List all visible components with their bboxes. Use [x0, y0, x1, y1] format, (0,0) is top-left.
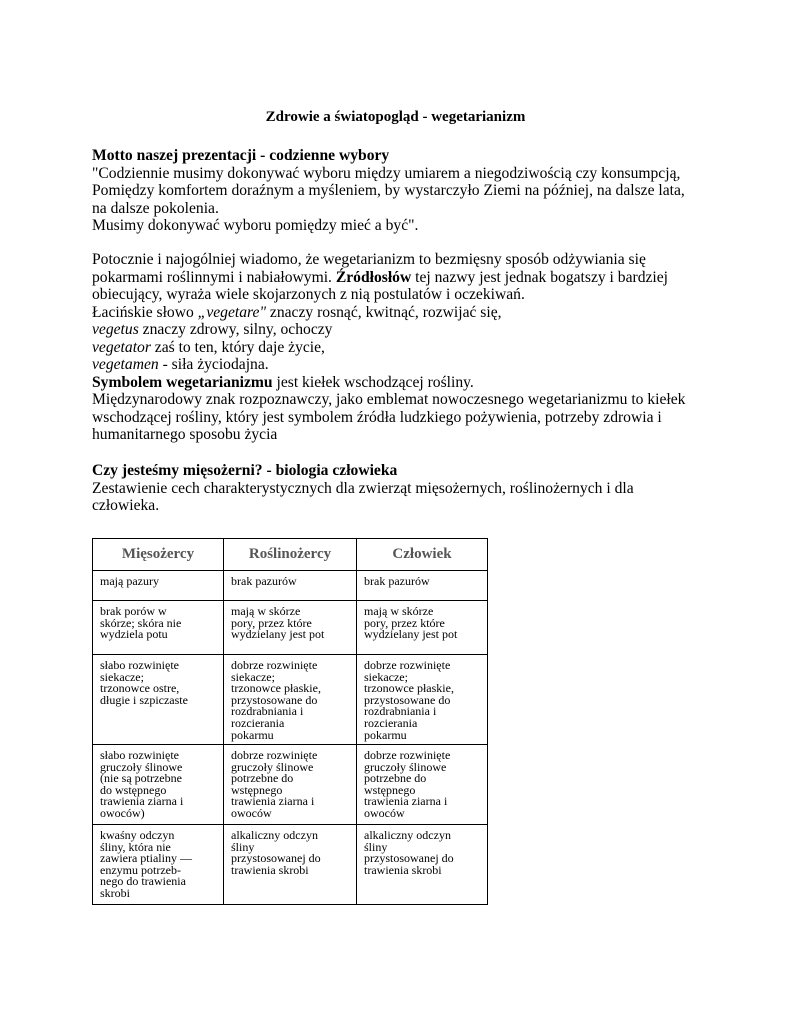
latin-text: Łacińskie słowo — [92, 303, 198, 321]
biology-section — [92, 462, 712, 515]
table-cell: słabo rozwinięte siekacze; trzonowce ostre, długie i szpiczaste — [93, 655, 224, 745]
table-cell: mają w skórze pory, przez które wydzielany jest pot — [224, 601, 357, 655]
table-cell: alkaliczny odczyn śliny przystosowanej do trawienia skrobi — [224, 825, 357, 905]
table-cell: dobrze rozwinięte gruczoły ślinowe potrzebne do wstępnego trawienia ziarna i owoców — [224, 745, 357, 825]
intro-line: wschodzącej rośliny, który jest symbolem źródła ludzkiego pożywienia, potrzeby zdrowia i — [92, 408, 662, 426]
table-cell: słabo rozwinięte gruczoły ślinowe (nie są potrzebne do wstępnego trawienia ziarna i owoców) — [93, 745, 224, 825]
latin-meaning: zaś to ten, który daje życie, — [150, 338, 325, 356]
biology-line: człowieka. — [92, 497, 160, 514]
table-cell: dobrze rozwinięte siekacze; trzonowce płaskie, przystosowane do rozdrabniania i rozcierania pokarmu — [224, 655, 357, 745]
table-row — [93, 571, 488, 601]
header-human: Człowiek — [357, 539, 488, 571]
latin-word: vegetus — [92, 321, 139, 338]
table-cell: brak pazurów — [224, 571, 357, 601]
latin-line — [92, 339, 712, 357]
intro-line: humanitarnego sposobu życia — [92, 426, 278, 443]
latin-meaning: - siła życiodajna. — [158, 356, 269, 373]
motto-line: Pomiędzy komfortem doraźnym a myśleniem, by wystarczyło Ziemi na później, na dalsze lata, — [92, 182, 685, 199]
table-cell: dobrze rozwinięte gruczoły ślinowe potrzebne do wstępnego trawienia ziarna i owoców — [357, 745, 488, 825]
latin-text: znaczy rosnąć, kwitnąć, rozwijać się, — [266, 303, 502, 321]
table-cell: alkaliczny odczyn śliny przystosowanej do trawienia skrobi — [357, 825, 488, 905]
intro-line: Potocznie i najogólniej wiadomo, że wegetarianizm to bezmięsny sposób odżywiania się — [92, 251, 646, 268]
table-cell: mają pazury — [93, 571, 224, 601]
comparison-table — [92, 538, 488, 905]
intro-line: obiecujący, wyraża wiele skojarzonych z nią postulatów i oczekiwań. — [92, 286, 525, 303]
intro-line — [92, 269, 712, 287]
motto-line: Musimy dokonywać wyboru pomiędzy mieć a być". — [92, 217, 419, 234]
header-carnivores: Mięsożercy — [93, 539, 224, 571]
intro-line: Międzynarodowy znak rozpoznawczy, jako emblemat nowoczesnego wegetarianizmu to kiełek — [92, 391, 686, 408]
table-cell: kwaśny odczyn śliny, która nie zawiera ptialiny — enzymu potrzeb- nego do trawienia skrobi — [93, 825, 224, 905]
biology-heading: Czy jesteśmy mięsożerni? - biologia człowieka — [92, 462, 398, 479]
symbol-text: jest kiełek wschodzącej rośliny. — [272, 373, 474, 391]
symbol-term: Symbolem wegetarianizmu — [92, 373, 273, 391]
motto-heading: Motto naszej prezentacji - codzienne wybory — [92, 147, 390, 164]
latin-line — [92, 321, 712, 339]
motto-line: "Codziennie musimy dokonywać wyboru między umiarem a niegodziwością czy konsumpcją, — [92, 164, 681, 182]
etymology-term: Źródłosłów — [335, 268, 412, 286]
intro-text: tej nazwy jest jednak bogatszy i bardziej — [411, 268, 669, 286]
header-herbivores: Roślinożercy — [224, 539, 357, 571]
table-row — [93, 745, 488, 825]
table-cell: dobrze rozwinięte siekacze; trzonowce płaskie, przystosowane do rozdrabniania i rozcierania pokarmu — [357, 655, 488, 745]
table-row — [93, 655, 488, 745]
motto-section — [92, 147, 712, 235]
latin-word: vegetator — [92, 338, 151, 356]
latin-meaning: znaczy zdrowy, silny, ochoczy — [138, 321, 333, 338]
table-row — [93, 825, 488, 905]
latin-line — [92, 304, 712, 322]
motto-line: na dalsze pokolenia. — [92, 199, 219, 217]
table-header-row — [93, 539, 488, 571]
table-cell: brak pazurów — [357, 571, 488, 601]
symbol-line — [92, 374, 712, 392]
biology-line: Zestawienie cech charakterystycznych dla zwierząt mięsożernych, roślinożernych i dla — [92, 479, 634, 497]
latin-word: „vegetare" — [197, 303, 266, 321]
table-row — [93, 601, 488, 655]
intro-text: pokarmami roślinnymi i nabiałowymi. — [92, 268, 336, 286]
document-title: Zdrowie a światopogląd - wegetarianizm — [265, 109, 526, 125]
table-cell: brak porów w skórze; skóra nie wydziela potu — [93, 601, 224, 655]
latin-word: vegetamen — [92, 356, 159, 373]
latin-line — [92, 356, 712, 374]
table-cell: mają w skórze pory, przez które wydzielany jest pot — [357, 601, 488, 655]
intro-section — [92, 251, 712, 444]
